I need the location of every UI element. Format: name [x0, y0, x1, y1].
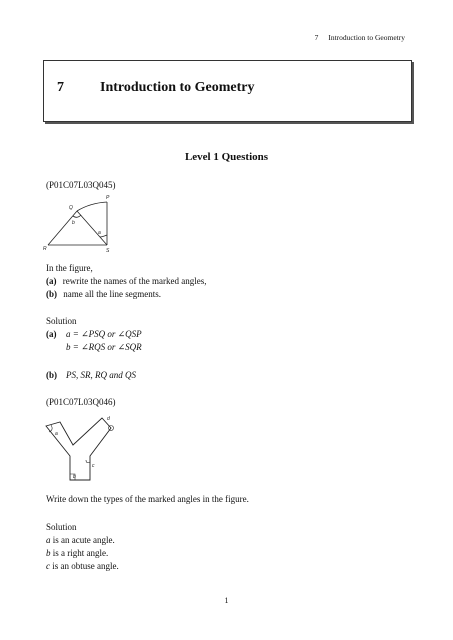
- q2-answer-a-var: a: [46, 535, 51, 545]
- q2-answer-a-text: is an acute angle.: [50, 535, 115, 545]
- q1-sol-a-line2: b = ∠RQS or ∠SQR: [66, 342, 142, 352]
- q1-part-a-text: rewrite the names of the marked angles,: [62, 276, 207, 286]
- label-b: b: [73, 474, 76, 480]
- label-s: S: [106, 248, 110, 254]
- angle-c-arc: [86, 460, 90, 463]
- q1-part-b: [46, 288, 161, 300]
- q2-code: (P01C07L03Q046): [46, 397, 116, 407]
- page-number: 1: [224, 596, 229, 605]
- q1-part-a: [46, 275, 206, 287]
- q2-figure: [40, 412, 120, 490]
- segment-qs: [77, 211, 107, 245]
- label-c: c: [92, 463, 95, 469]
- q2-answer-a: [46, 534, 115, 546]
- q2-answer-b: [46, 547, 108, 559]
- chapter-title: Introduction to Geometry: [100, 80, 255, 95]
- q2-solution-label: Solution: [46, 522, 77, 532]
- q1-figure: [40, 192, 120, 256]
- q1-part-b-text: name all the line segments.: [63, 289, 161, 299]
- label-q: Q: [69, 205, 73, 211]
- q2-answer-b-text: is a right angle.: [50, 548, 109, 558]
- angle-b-arc: [73, 215, 81, 217]
- angle-a-arc: [100, 235, 107, 237]
- label-r: R: [43, 246, 47, 252]
- arc-qp: [77, 202, 107, 211]
- segment-rq: [48, 211, 77, 245]
- header-chapter-number: 7: [314, 33, 319, 42]
- q2-answer-b-var: b: [46, 548, 51, 558]
- q1-solution-label: Solution: [46, 316, 77, 326]
- q2-answer-c-var: c: [46, 561, 50, 571]
- q1-sol-b-text: PS, SR, RQ and QS: [66, 370, 136, 380]
- q1-intro: In the figure,: [46, 263, 93, 273]
- q1-part-a-label: (a): [46, 276, 57, 286]
- q1-part-b-label: (b): [46, 289, 57, 299]
- q1-sol-a-line1: a = ∠PSQ or ∠QSP: [66, 329, 142, 339]
- section-title: Level 1 Questions: [184, 151, 269, 163]
- q1-sol-a-label: (a): [46, 329, 57, 339]
- label-d: d: [107, 416, 110, 422]
- label-a: a: [98, 230, 101, 236]
- q2-question: Write down the types of the marked angles in the figure.: [46, 494, 249, 504]
- q1-code: (P01C07L03Q045): [46, 180, 116, 190]
- label-b: b: [72, 220, 75, 226]
- y-shape-outline: [46, 418, 111, 480]
- running-header: [305, 33, 405, 42]
- header-chapter-title: Introduction to Geometry: [328, 33, 405, 42]
- q1-sol-b-label: (b): [46, 370, 57, 380]
- chapter-number: 7: [57, 80, 64, 95]
- label-a: a: [55, 431, 58, 437]
- label-p: P: [106, 195, 110, 201]
- q2-answer-c-text: is an obtuse angle.: [50, 561, 119, 571]
- q2-answer-c: [46, 560, 119, 572]
